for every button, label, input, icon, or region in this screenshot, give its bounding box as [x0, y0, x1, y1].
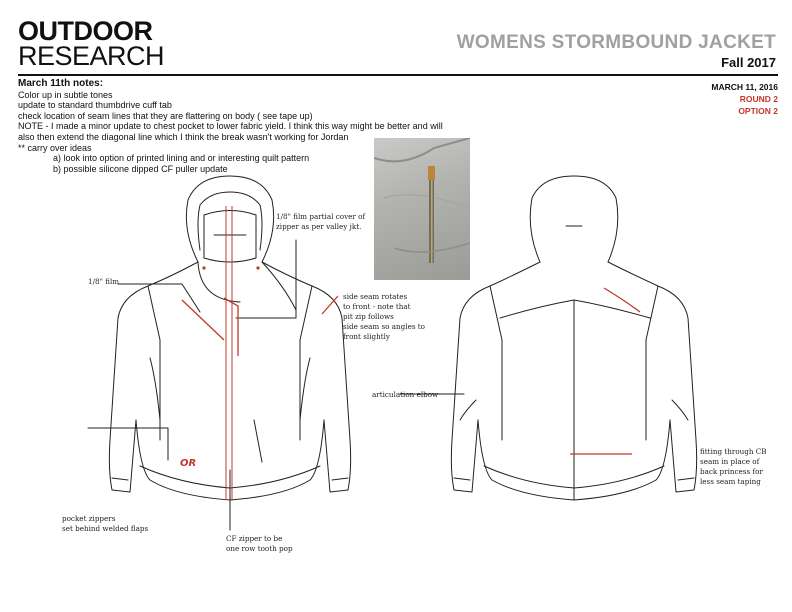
callout-pocket — [62, 514, 148, 534]
callout-text: articulation elbow — [372, 390, 439, 399]
season-label: Fall 2017 — [721, 55, 776, 70]
callout-text: side seam rotates — [343, 292, 408, 301]
note-line: Color up in subtle tones — [18, 89, 113, 100]
idea-line: b) possible silicone dipped CF puller update — [53, 163, 228, 174]
callout-film — [88, 277, 119, 287]
callout-text: 1/8" film — [88, 277, 120, 286]
callout-text: seam in place of — [700, 457, 760, 466]
note-line: NOTE - I made a minor update to chest pocket to lower fabric yield. I think this way might be better and will — [18, 121, 443, 132]
revision-option: OPTION 2 — [738, 106, 778, 116]
callout-text: 1/8" film partial cover of — [276, 212, 366, 221]
callout-text: pocket zippers — [62, 514, 116, 523]
note-line: update to standard thumbdrive cuff tab — [18, 100, 172, 111]
accent-details — [182, 206, 640, 500]
page-title: WOMENS STORMBOUND JACKET — [456, 32, 776, 53]
callout-text: fitting through CB — [700, 447, 767, 456]
callout-text: pit zip follows — [343, 312, 394, 321]
callout-text: CF zipper to be — [226, 534, 283, 543]
brand-line1: OUTDOOR — [18, 16, 153, 46]
callout-side-seam — [343, 292, 425, 342]
callout-leaders — [88, 240, 464, 530]
revision-date: MARCH 11, 2016 — [711, 82, 778, 92]
callout-text: set behind welded flaps — [62, 524, 149, 533]
callout-text: to front - note that — [343, 302, 411, 311]
brand-line2: RESEARCH — [18, 41, 165, 71]
callout-text: front slightly — [343, 332, 390, 341]
logo-marks — [180, 266, 260, 469]
back-jacket-drawing — [451, 176, 696, 500]
callout-text: less seam taping — [700, 477, 761, 486]
callout-text: back princess for — [700, 467, 763, 476]
note-line: check location of seam lines that they are flattering on body ( see tape up) — [18, 110, 313, 121]
callout-cf-zipper — [226, 534, 293, 554]
callout-fitting — [700, 447, 767, 487]
callout-text: side seam so angles to — [343, 322, 426, 331]
notes-heading: March 11th notes: — [18, 78, 104, 89]
callout-text: zipper as per valley jkt. — [276, 222, 362, 231]
idea-line: a) look into option of printed lining and or interesting quilt pattern — [53, 153, 310, 164]
callout-articulation — [372, 390, 438, 400]
revision-round: ROUND 2 — [739, 94, 778, 104]
svg-text:OR: OR — [180, 458, 197, 469]
callout-film-cover — [276, 212, 365, 232]
callout-text: one row tooth pop — [226, 544, 293, 553]
note-line: ** carry over ideas — [18, 142, 92, 153]
note-line: also then extend the diagonal line which I think the break wasn't working for Jordan — [18, 131, 349, 142]
